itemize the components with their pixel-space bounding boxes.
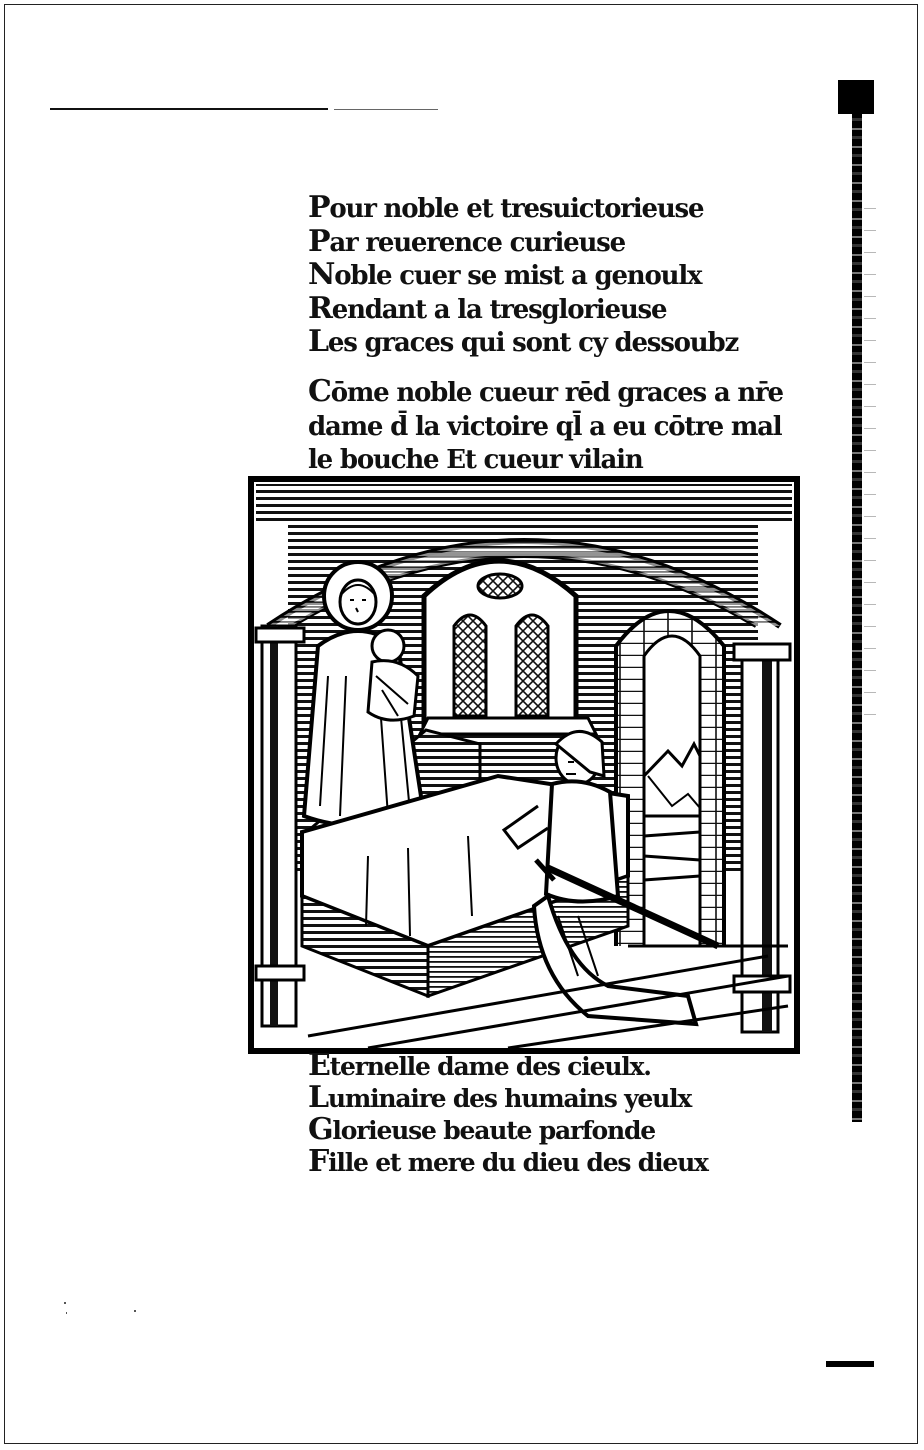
binding-edge-dash [826, 1361, 874, 1367]
stanza-line [308, 290, 768, 327]
binding-edge-strip [852, 112, 862, 1122]
rubric [308, 374, 783, 477]
ink-speck [66, 1312, 67, 1314]
stanza-line [308, 326, 768, 360]
line-text: es graces qui sont cy dessoubz [327, 328, 739, 358]
initial-letter: N [308, 257, 335, 292]
initial-letter: L [308, 1080, 328, 1115]
prayer [308, 1050, 768, 1178]
rubric-line [308, 410, 782, 444]
top-rule [50, 108, 328, 110]
prayer-line [308, 1114, 768, 1146]
prayer-line [308, 1082, 768, 1114]
ink-speck [64, 1302, 66, 1304]
initial-letter: G [308, 1112, 333, 1147]
line-text: ternelle dame des cieulx. [329, 1052, 651, 1081]
stanza-line [308, 259, 768, 293]
prayer-line [308, 1146, 768, 1178]
line-text: ōme noble cueur rēd graces a nr̄e [330, 378, 783, 408]
line-text: dame d̄ la victoire ql̄ a eu cōtre mal [308, 411, 782, 442]
line-text: lorieuse beaute parfonde [332, 1116, 655, 1145]
initial-letter: R [308, 290, 332, 326]
woodcut-illustration [248, 476, 800, 1054]
line-text: uminaire des humains yeulx [327, 1084, 692, 1113]
line-text: ille et mere du dieu des dieux [328, 1148, 708, 1177]
rubric-line [308, 443, 768, 477]
binding-edge-texture [864, 200, 876, 720]
stanza-line [308, 223, 768, 260]
top-rule-thin [334, 109, 438, 110]
initial-letter: C [308, 374, 331, 409]
line-text: endant a la tresglorieuse [331, 294, 667, 325]
poem-stanza [308, 192, 768, 360]
binding-edge-block [838, 80, 874, 114]
line-text: oble cuer se mist a genoulx [334, 261, 702, 291]
rubric-line [308, 374, 783, 410]
initial-letter: F [308, 1144, 329, 1179]
ink-speck [134, 1310, 136, 1312]
prayer-line [308, 1050, 768, 1082]
line-text: our noble et tresuictorieuse [329, 194, 704, 224]
initial-letter: L [308, 324, 328, 359]
initial-letter: P [308, 190, 330, 225]
line-text: ar reuerence curieuse [329, 227, 625, 258]
initial-letter: P [308, 223, 330, 259]
initial-letter: E [308, 1048, 330, 1083]
line-text: le bouche Et cueur vilain [308, 445, 643, 475]
stanza-line [308, 192, 768, 226]
